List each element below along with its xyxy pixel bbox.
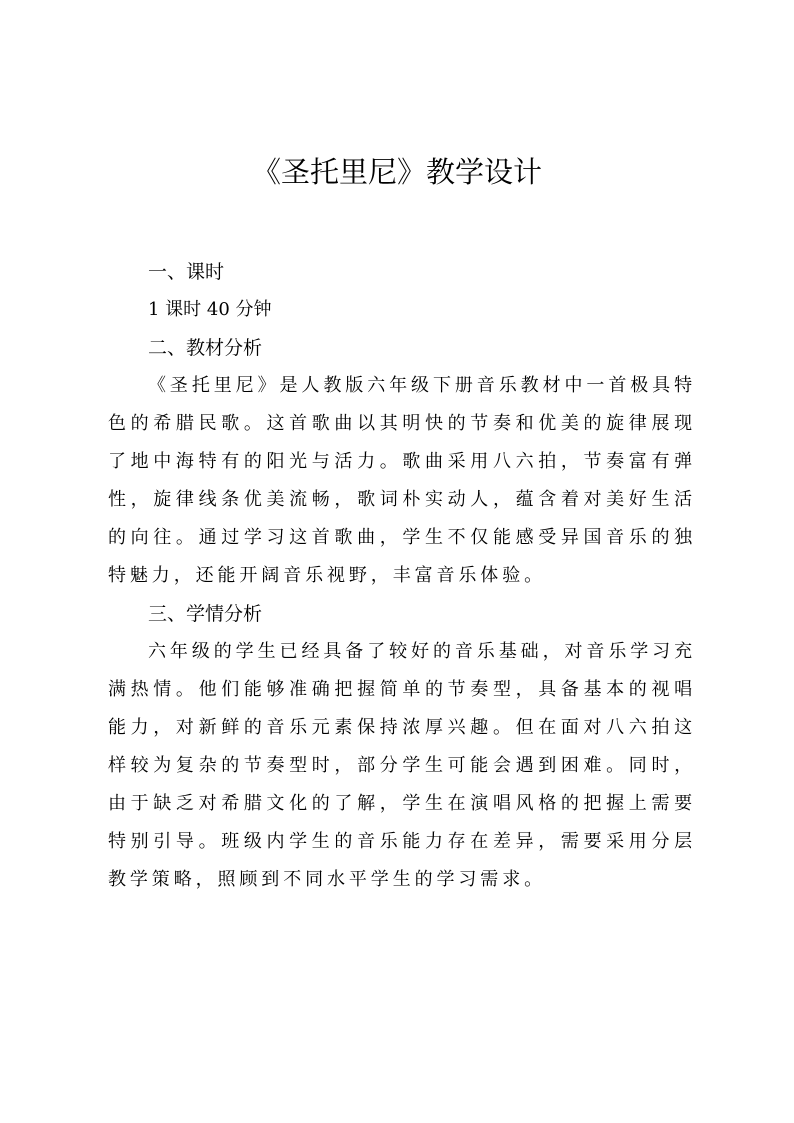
section-heading-textbook-analysis: 二、教材分析 [148, 337, 263, 359]
document-body [108, 253, 696, 899]
textbook-analysis-paragraph: 《圣托里尼》是人教版六年级下册音乐教材中一首极具特色的希腊民歌。这首歌曲以其明快的节奏和优美的旋律展现了地中海特有的阳光与活力。歌曲采用八六拍，节奏富有弹性，旋律线条优美流畅，歌词朴实动人，蕴含着对美好生活的向往。通过学习这首歌曲，学生不仅能感受异国音乐的独特魅力，还能开阔音乐视野，丰富音乐体验。 [108, 375, 696, 586]
student-analysis-paragraph: 六年级的学生已经具备了较好的音乐基础，对音乐学习充满热情。他们能够准确把握简单的节奏型，具备基本的视唱能力，对新鲜的音乐元素保持浓厚兴趣。但在面对八六拍这样较为复杂的节奏型时，部分学生可能会遇到困难。同时，由于缺乏对希腊文化的了解，学生在演唱风格的把握上需要特别引导。班级内学生的音乐能力存在差异，需要采用分层教学策略，照顾到不同水平学生的学习需求。 [108, 641, 696, 890]
lesson-time-text: 1 课时 40 分钟 [148, 299, 272, 320]
document-title: 《圣托里尼》教学设计 [251, 155, 542, 189]
section-heading-student-analysis: 三、学情分析 [148, 603, 263, 625]
section-heading-lesson-time: 一、课时 [148, 261, 225, 283]
